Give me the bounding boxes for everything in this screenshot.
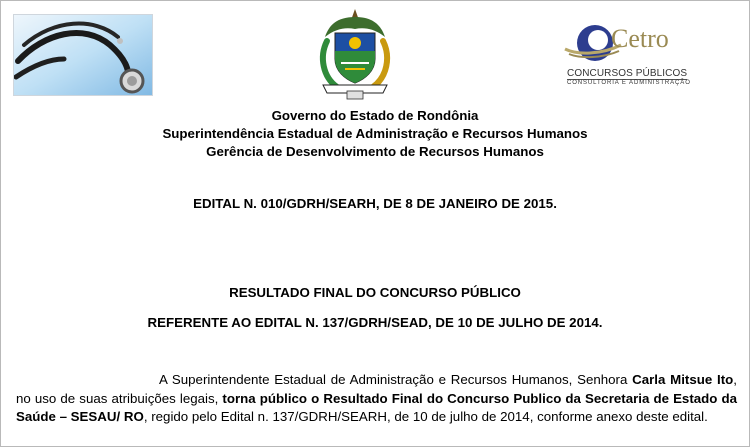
body-bold-phrase: torna público o Resultado Final do Concurso Publico da Secretaria de Estado da Saúde – SESAU/ RO (16, 390, 738, 424)
cetro-logo (563, 21, 689, 93)
body-part-2: , no uso de suas atribuições legais, (16, 372, 737, 406)
edital-title: EDITAL N. 010/GDRH/SEARH, DE 8 DE JANEIRO DE 2015. (193, 196, 557, 211)
crest-icon (317, 7, 393, 103)
result-title: RESULTADO FINAL DO CONCURSO PÚBLICO (229, 285, 521, 300)
cetro-subtitle: CONCURSOS PÚBLICOS (567, 68, 688, 79)
header-line-1: Governo do Estado de Rondônia (271, 108, 479, 123)
body-part-1: A Superintendente Estadual de Administração e Recursos Humanos, Senhora (159, 372, 633, 387)
coat-of-arms-logo (317, 7, 393, 103)
body-part-3: , regido pelo Edital n. 137/GDRH/SEARH, de 10 de julho de 2014, conforme anexo deste edital. (143, 409, 708, 424)
cetro-tagline: CONSULTORIA E ADMINISTRAÇÃO (567, 80, 691, 86)
header-line-2: Superintendência Estadual de Administração e Recursos Humanos (162, 126, 588, 141)
superintendent-name: Carla Mitsue Ito (632, 372, 734, 387)
stethoscope-image (13, 14, 153, 96)
stethoscope-icon (14, 15, 153, 96)
header-line-3: Gerência de Desenvolvimento de Recursos Humanos (206, 144, 544, 159)
reference-title: REFERENTE AO EDITAL N. 137/GDRH/SEAD, DE 10 DE JULHO DE 2014. (147, 315, 603, 330)
cetro-brand: Cetro (611, 24, 669, 53)
body-paragraph (16, 371, 737, 427)
